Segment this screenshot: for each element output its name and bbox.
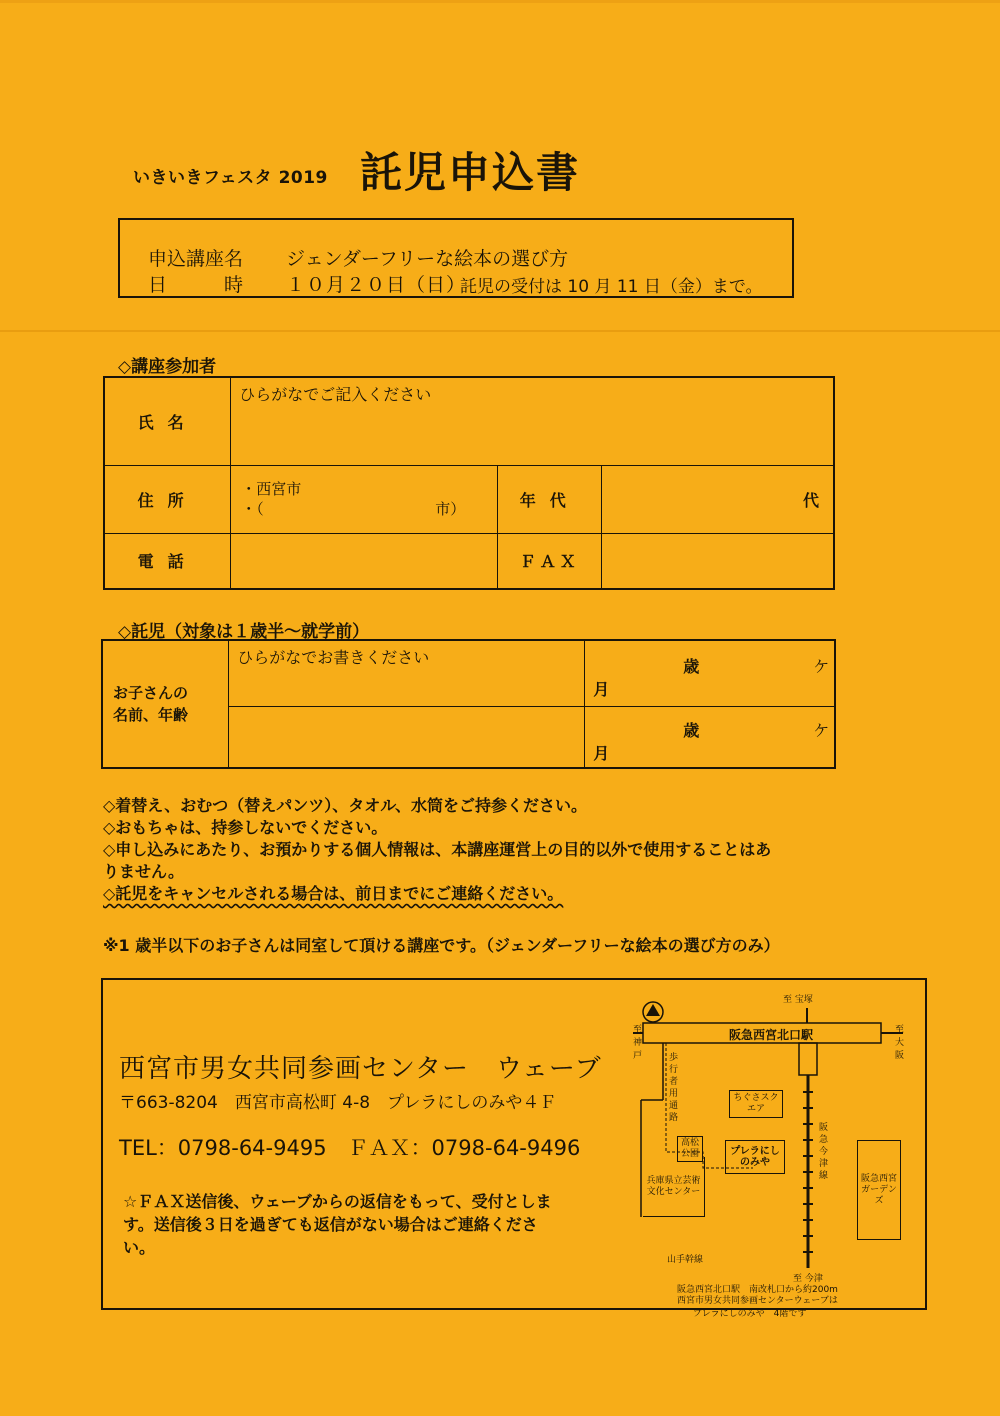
center-address: 〒663-8204 西宮市高松町 4-8 プレラにしのみや４Ｆ (119, 1093, 557, 1113)
child-label-line1: お子さんの (113, 684, 189, 702)
map-promenade: 歩行者用通路 (669, 1053, 679, 1123)
map-road: 山手幹線 (667, 1255, 704, 1265)
date-value: １０月２０日（日） (286, 274, 467, 296)
age-ke-2: ケ (813, 720, 830, 740)
notes-list (103, 795, 873, 905)
note-item (103, 883, 873, 905)
address-field[interactable] (231, 465, 498, 533)
child-name-field-1[interactable] (229, 640, 585, 706)
map-to-osaka: 至 大阪 (895, 1025, 905, 1061)
deadline-text: 託児の受付は 10 月 11 日（金）まで。 (460, 277, 763, 297)
phone-field[interactable] (231, 533, 498, 589)
course-info-box (118, 218, 794, 298)
course-label: 申込講座名 (148, 248, 244, 270)
age-years-2: 歳 (683, 720, 700, 740)
child-age-field-2[interactable] (585, 706, 835, 768)
map-caption-3: プレラにしのみや 4階です (693, 1309, 807, 1319)
note-item: ◇着替え、おむつ（替えパンツ）、タオル、水筒をご持参ください。 (103, 796, 587, 815)
access-map (633, 992, 913, 1304)
note-item: ◇申し込みにあたり、お預かりする個人情報は、本講座運営上の目的以外で使用することはあ (103, 840, 772, 859)
fax-note: ☆ＦＡＸ送信後、ウェーブからの返信をもって、受付とします。送信後３日を過ぎても返信がない場合はご連絡ください。 (123, 1192, 552, 1257)
event-label: いきいきフェスタ 2019 (133, 168, 328, 188)
center-name: 西宮市男女共同参画センター ウェーブ (119, 1054, 602, 1084)
top-edge-line (0, 0, 1000, 3)
map-building-chigusa: ちぐさスクエア (729, 1090, 783, 1118)
map-line-label: 阪急今津線 (819, 1123, 829, 1181)
address-city-suffix: 市） (435, 500, 466, 518)
platform (799, 1043, 817, 1075)
age-month-2: 月 (593, 743, 610, 763)
note-cancel: ◇託児をキャンセルされる場合は、前日までにご連絡ください。 (103, 884, 564, 903)
age-month-1: 月 (593, 680, 610, 699)
child-label (102, 640, 229, 768)
address-option-city: ・西宮市 (241, 480, 302, 498)
fax-label: ＦＡＸ (498, 533, 602, 589)
map-station: 阪急西宮北口駅 (729, 1028, 814, 1042)
fax-field[interactable] (602, 533, 834, 589)
participant-table (103, 376, 835, 590)
north-arrow-icon (646, 1004, 660, 1016)
date-label-1: 日 (148, 274, 168, 296)
child-age-field-1[interactable] (585, 640, 835, 706)
name-hint: ひらがなでご記入ください (239, 385, 432, 404)
age-suffix: 代 (802, 490, 819, 510)
fold-line (0, 330, 1000, 332)
address-option-other: ・（ (241, 500, 264, 518)
map-gardens: 阪急西宮ガーデンズ (857, 1140, 901, 1240)
address-label: 住所 (104, 465, 231, 533)
name-label: 氏名 (104, 377, 231, 465)
date-label-2: 時 (224, 274, 244, 296)
phone-label: 電話 (104, 533, 231, 589)
participant-heading: ◇講座参加者 (118, 357, 217, 377)
note-item: りません。 (103, 862, 184, 881)
child-label-line2: 名前、年齢 (113, 706, 189, 724)
childcare-table (101, 639, 836, 769)
phone-fax-line: TEL：0798-64-9495 ＦＡＸ：0798-64-9496 (119, 1136, 581, 1160)
map-to-kobe: 至 神戸 (633, 1025, 643, 1061)
child-name-hint: ひらがなでお書きください (237, 648, 430, 667)
age-years-1: 歳 (683, 657, 700, 676)
footnote: ※1 歳半以下のお子さんは同室して頂ける講座です。（ジェンダーフリーな絵本の選び方のみ） (103, 936, 780, 955)
contact-box (101, 978, 927, 1319)
age-field[interactable] (602, 465, 834, 533)
map-to-takarazuka: 至 宝塚 (783, 995, 813, 1005)
child-name-field-2[interactable] (229, 706, 585, 768)
map-hall: 兵庫県立芸術文化センター (643, 1157, 705, 1217)
course-value: ジェンダーフリーな絵本の選び方 (286, 248, 569, 270)
name-field[interactable] (231, 377, 834, 465)
map-caption-1: 阪急西宮北口駅 南改札口から約200m (677, 1285, 838, 1295)
age-ke-1: ケ (813, 657, 830, 676)
map-prela: プレラにしのみや (725, 1140, 785, 1174)
map-park: 高松公園 (677, 1136, 703, 1162)
age-label: 年代 (498, 465, 602, 533)
note-item: ◇おもちゃは、持参しないでください。 (103, 818, 388, 837)
page-title: 託児申込書 (360, 148, 581, 197)
childcare-heading: ◇託児（対象は１歳半～就学前） (118, 622, 370, 642)
map-caption-2: 西宮市男女共同参画センターウェーブは (677, 1296, 838, 1306)
map-to-imazu: 至 今津 (793, 1274, 823, 1284)
